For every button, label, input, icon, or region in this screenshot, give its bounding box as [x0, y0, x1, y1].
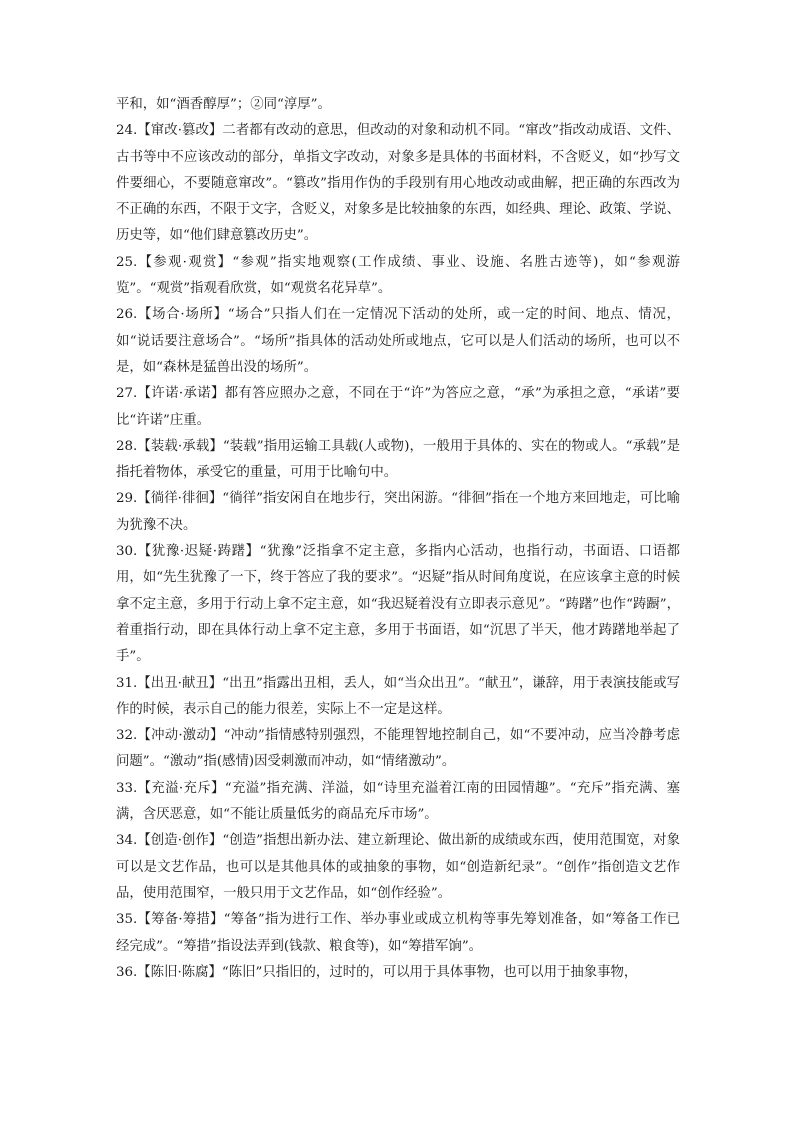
entry-34: [116, 828, 680, 907]
entry-text: 31.【出丑·献丑】“出丑”指露出丑相，丢人，如“当众出丑”。“献丑”，谦辞，用于表演技能或写作的时候，表示自己的能力很差，实际上不一定是这样。: [116, 675, 680, 717]
entry-29: [116, 486, 680, 539]
entry-26: [116, 302, 680, 381]
entry-text: 28.【装载·承载】“装载”指用运输工具载(人或物)，一般用于具体的、实在的物或人。“承载”是指托着物体，承受它的重量，可用于比喻句中。: [116, 438, 680, 481]
entry-text: 26.【场合·场所】“场合”只指人们在一定情况下活动的处所，或一定的时间、地点、情况，如“说话要注意场合”。“场所”指具体的活动处所或地点，它可以是人们活动的场所，也可以不是，如“森林是猛兽出没的场所”。: [116, 307, 680, 375]
entry-continuation: [116, 92, 680, 118]
entry-33: [116, 776, 680, 829]
entry-text: 平和，如“酒香醇厚”；②同“淳厚”。: [116, 97, 331, 112]
entry-27: [116, 381, 680, 434]
entry-31: [116, 671, 680, 724]
entry-text: 34.【创造·创作】“创造”指想出新办法、建立新理论、做出新的成绩或东西，使用范围宽，对象可以是文艺作品，也可以是其他具体的或抽象的事物，如“创造新纪录”。“创作”指创造文艺作品，使用范围窄，一般只用于文艺作品，如“创作经验”。: [116, 833, 680, 901]
entry-32: [116, 723, 680, 776]
entry-36: [116, 960, 680, 986]
entry-text: 27.【许诺·承诺】都有答应照办之意，不同在于“许”为答应之意，“承”为承担之意，“承诺”要比“许诺”庄重。: [116, 386, 680, 428]
entry-text: 30.【犹豫·迟疑·踌躇】“犹豫”泛指拿不定主意，多指内心活动，也指行动，书面语、口语都用，如“先生犹豫了一下，终于答应了我的要求”。“迟疑”指从时间角度说，在应该拿主意的时候拿不定主意，多用于行动上拿不定主意，如“我迟疑着没有立即表示意见”。“踌躇”也作“踌蹰”，着重指行动，即在具体行动上拿不定主意，多用于书面语，如“沉思了半天，他才踌躇地举起了手”。: [116, 544, 680, 665]
entry-25: [116, 250, 680, 303]
entry-30: [116, 539, 680, 670]
entry-text: 36.【陈旧·陈腐】“陈旧”只指旧的，过时的，可以用于具体事物，也可以用于抽象事物，: [116, 964, 638, 980]
entry-text: 35.【筹备·筹措】“筹备”指为进行工作、举办事业或成立机构等事先筹划准备，如“筹备工作已经完成”。“筹措”指设法弄到(钱款、粮食等)，如“筹措军饷”。: [116, 912, 680, 954]
entry-text: 32.【冲动·激动】“冲动”指情感特别强烈，不能理智地控制自己，如“不要冲动，应当冷静考虑问题”。“激动”指(感情)因受刺激而冲动，如“情绪激动”。: [116, 728, 680, 770]
entry-28: [116, 434, 680, 487]
document-body: [116, 92, 680, 986]
entry-text: 24.【窜改·篡改】二者都有改动的意思，但改动的对象和动机不同。“窜改”指改动成语、文件、古书等中不应该改动的部分，单指文字改动，对象多是具体的书面材料，不含贬义，如“抄写文件要细心，不要随意窜改”。“篡改”指用作伪的手段别有用心地改动或曲解，把正确的东西改为不正确的东西，不限于文字，含贬义，对象多是比较抽象的东西，如经典、理论、政策、学说、历史等，如“他们肆意篡改历史”。: [116, 123, 680, 244]
entry-35: [116, 907, 680, 960]
entry-text: 33.【充溢·充斥】“充溢”指充满、洋溢，如“诗里充溢着江南的田园情趣”。“充斥”指充满、塞满，含厌恶意，如“不能让质量低劣的商品充斥市场”。: [116, 780, 680, 823]
entry-24: [116, 118, 680, 249]
entry-text: 29.【徜徉·徘徊】“徜徉”指安闲自在地步行，突出闲游。“徘徊”指在一个地方来回地走，可比喻为犹豫不决。: [116, 491, 680, 533]
entry-text: 25.【参观·观赏】“参观”指实地观察(工作成绩、事业、设施、名胜古迹等)，如“参观游览”。“观赏”指观看欣赏，如“观赏名花异草”。: [116, 254, 680, 297]
